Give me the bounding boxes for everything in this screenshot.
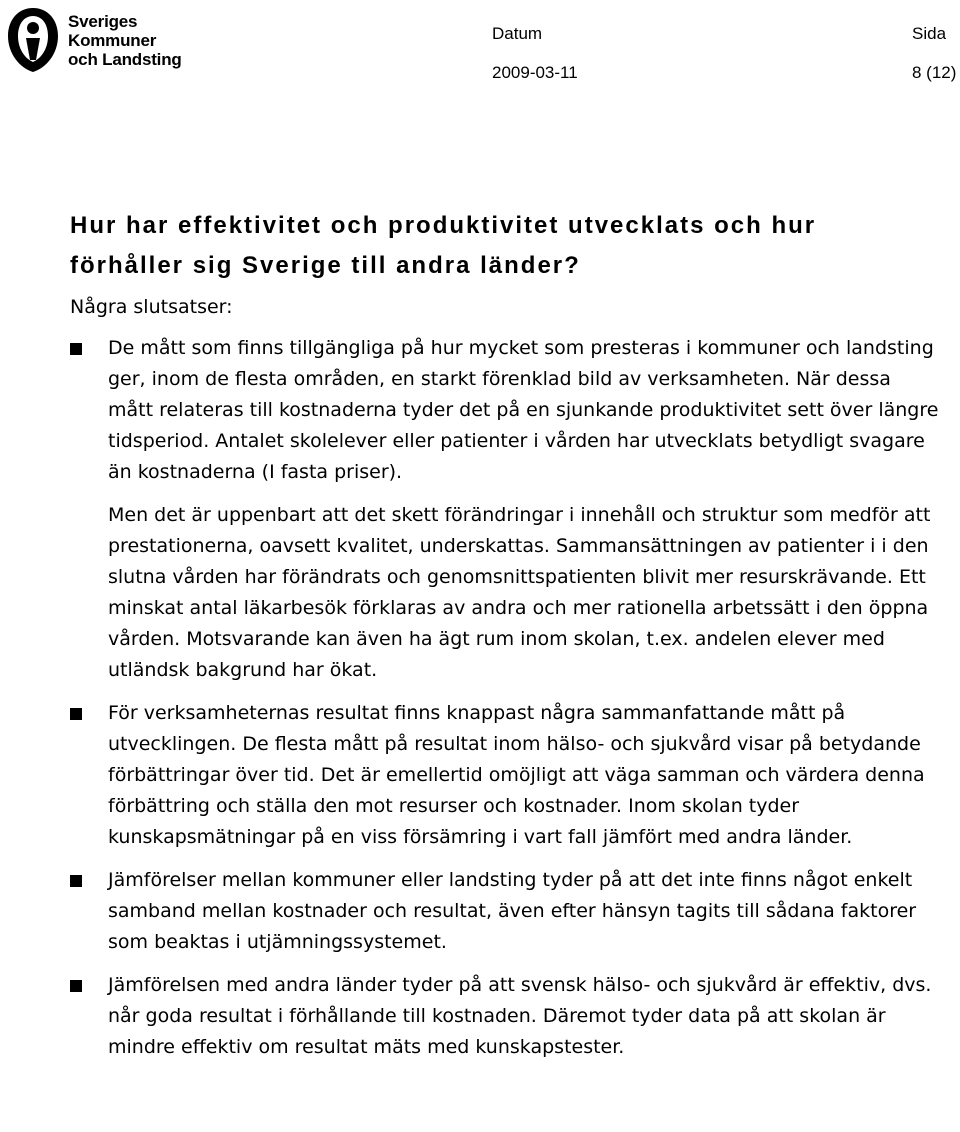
logo-wordmark (68, 12, 182, 69)
paragraph: För verksamheternas resultat finns knappast några sammanfattande mått på utvecklingen. De flesta mått på resultat inom hälso- och sjukvård visar på betydande förbättringar över tid. Det är emellertid omöjligt att väga samman och värdera denna förbättring och ställa den mot resurser och kostnader. Inom skolan tyder kunskapsmätningar på en viss försämring i vart fall jämfört med andra länder. (108, 702, 925, 848)
paragraph: Jämförelsen med andra länder tyder på att svensk hälso- och sjukvård är effektiv, dvs. når goda resultat i förhållande till kostnaden. Däremot tyder data på att skolan är mindre effektiv om resultat mäts med kunskapstester. (108, 974, 932, 1058)
skl-emblem-icon (4, 4, 62, 76)
intro-text: Några slutsatser: (70, 296, 233, 318)
body-content (70, 292, 940, 1075)
logo-line-2: Kommuner (68, 30, 157, 50)
list-item (70, 970, 940, 1063)
square-bullet-icon (70, 980, 82, 992)
list-item (70, 698, 940, 853)
section-heading: Hur har effektivitet och produktivitet utvecklats och hur förhåller sig Sverige till andra länder? (70, 212, 817, 279)
square-bullet-icon (70, 708, 82, 720)
square-bullet-icon (70, 875, 82, 887)
logo-line-3: och Landsting (68, 49, 182, 69)
page-label: Sida (912, 24, 947, 43)
list-item (70, 865, 940, 958)
list-item (70, 333, 940, 686)
conclusions-list (70, 333, 940, 1063)
square-bullet-icon (70, 343, 82, 355)
page-number: 8 (12) (912, 63, 957, 82)
paragraph: Jämförelser mellan kommuner eller landsting tyder på att det inte finns något enkelt samband mellan kostnader och resultat, även efter hänsyn tagits till sådana faktorer som beaktas i utjämningssystemet. (108, 869, 917, 953)
date-label: Datum (492, 24, 543, 43)
logo-line-1: Sveriges (68, 11, 138, 31)
organization-logo (4, 4, 194, 76)
date-value: 2009-03-11 (492, 63, 578, 82)
paragraph: De mått som finns tillgängliga på hur mycket som presteras i kommuner och landsting ger, inom de flesta områden, en starkt förenklad bild av verksamheten. När dessa mått relateras till kostnaderna tyder det på en sjunkande produktivitet sett över längre tidsperiod. Antalet skolelever eller patienter i vården har utvecklats betydligt svagare än kostnaderna (I fasta priser). (108, 337, 939, 483)
paragraph: Men det är uppenbart att det skett förändringar i innehåll och struktur som medför att prestationerna, oavsett kvalitet, underskattas. Sammansättningen av patienter i i den slutna vården har förändrats och genomsnittspatienten blivit mer resurskrävande. Ett minskat antal läkarbesök förklaras av andra och mer rationella arbetssätt i den öppna vården. Motsvarande kan även ha ägt rum inom skolan, t.ex. andelen elever med utländsk bakgrund har ökat. (108, 504, 931, 681)
